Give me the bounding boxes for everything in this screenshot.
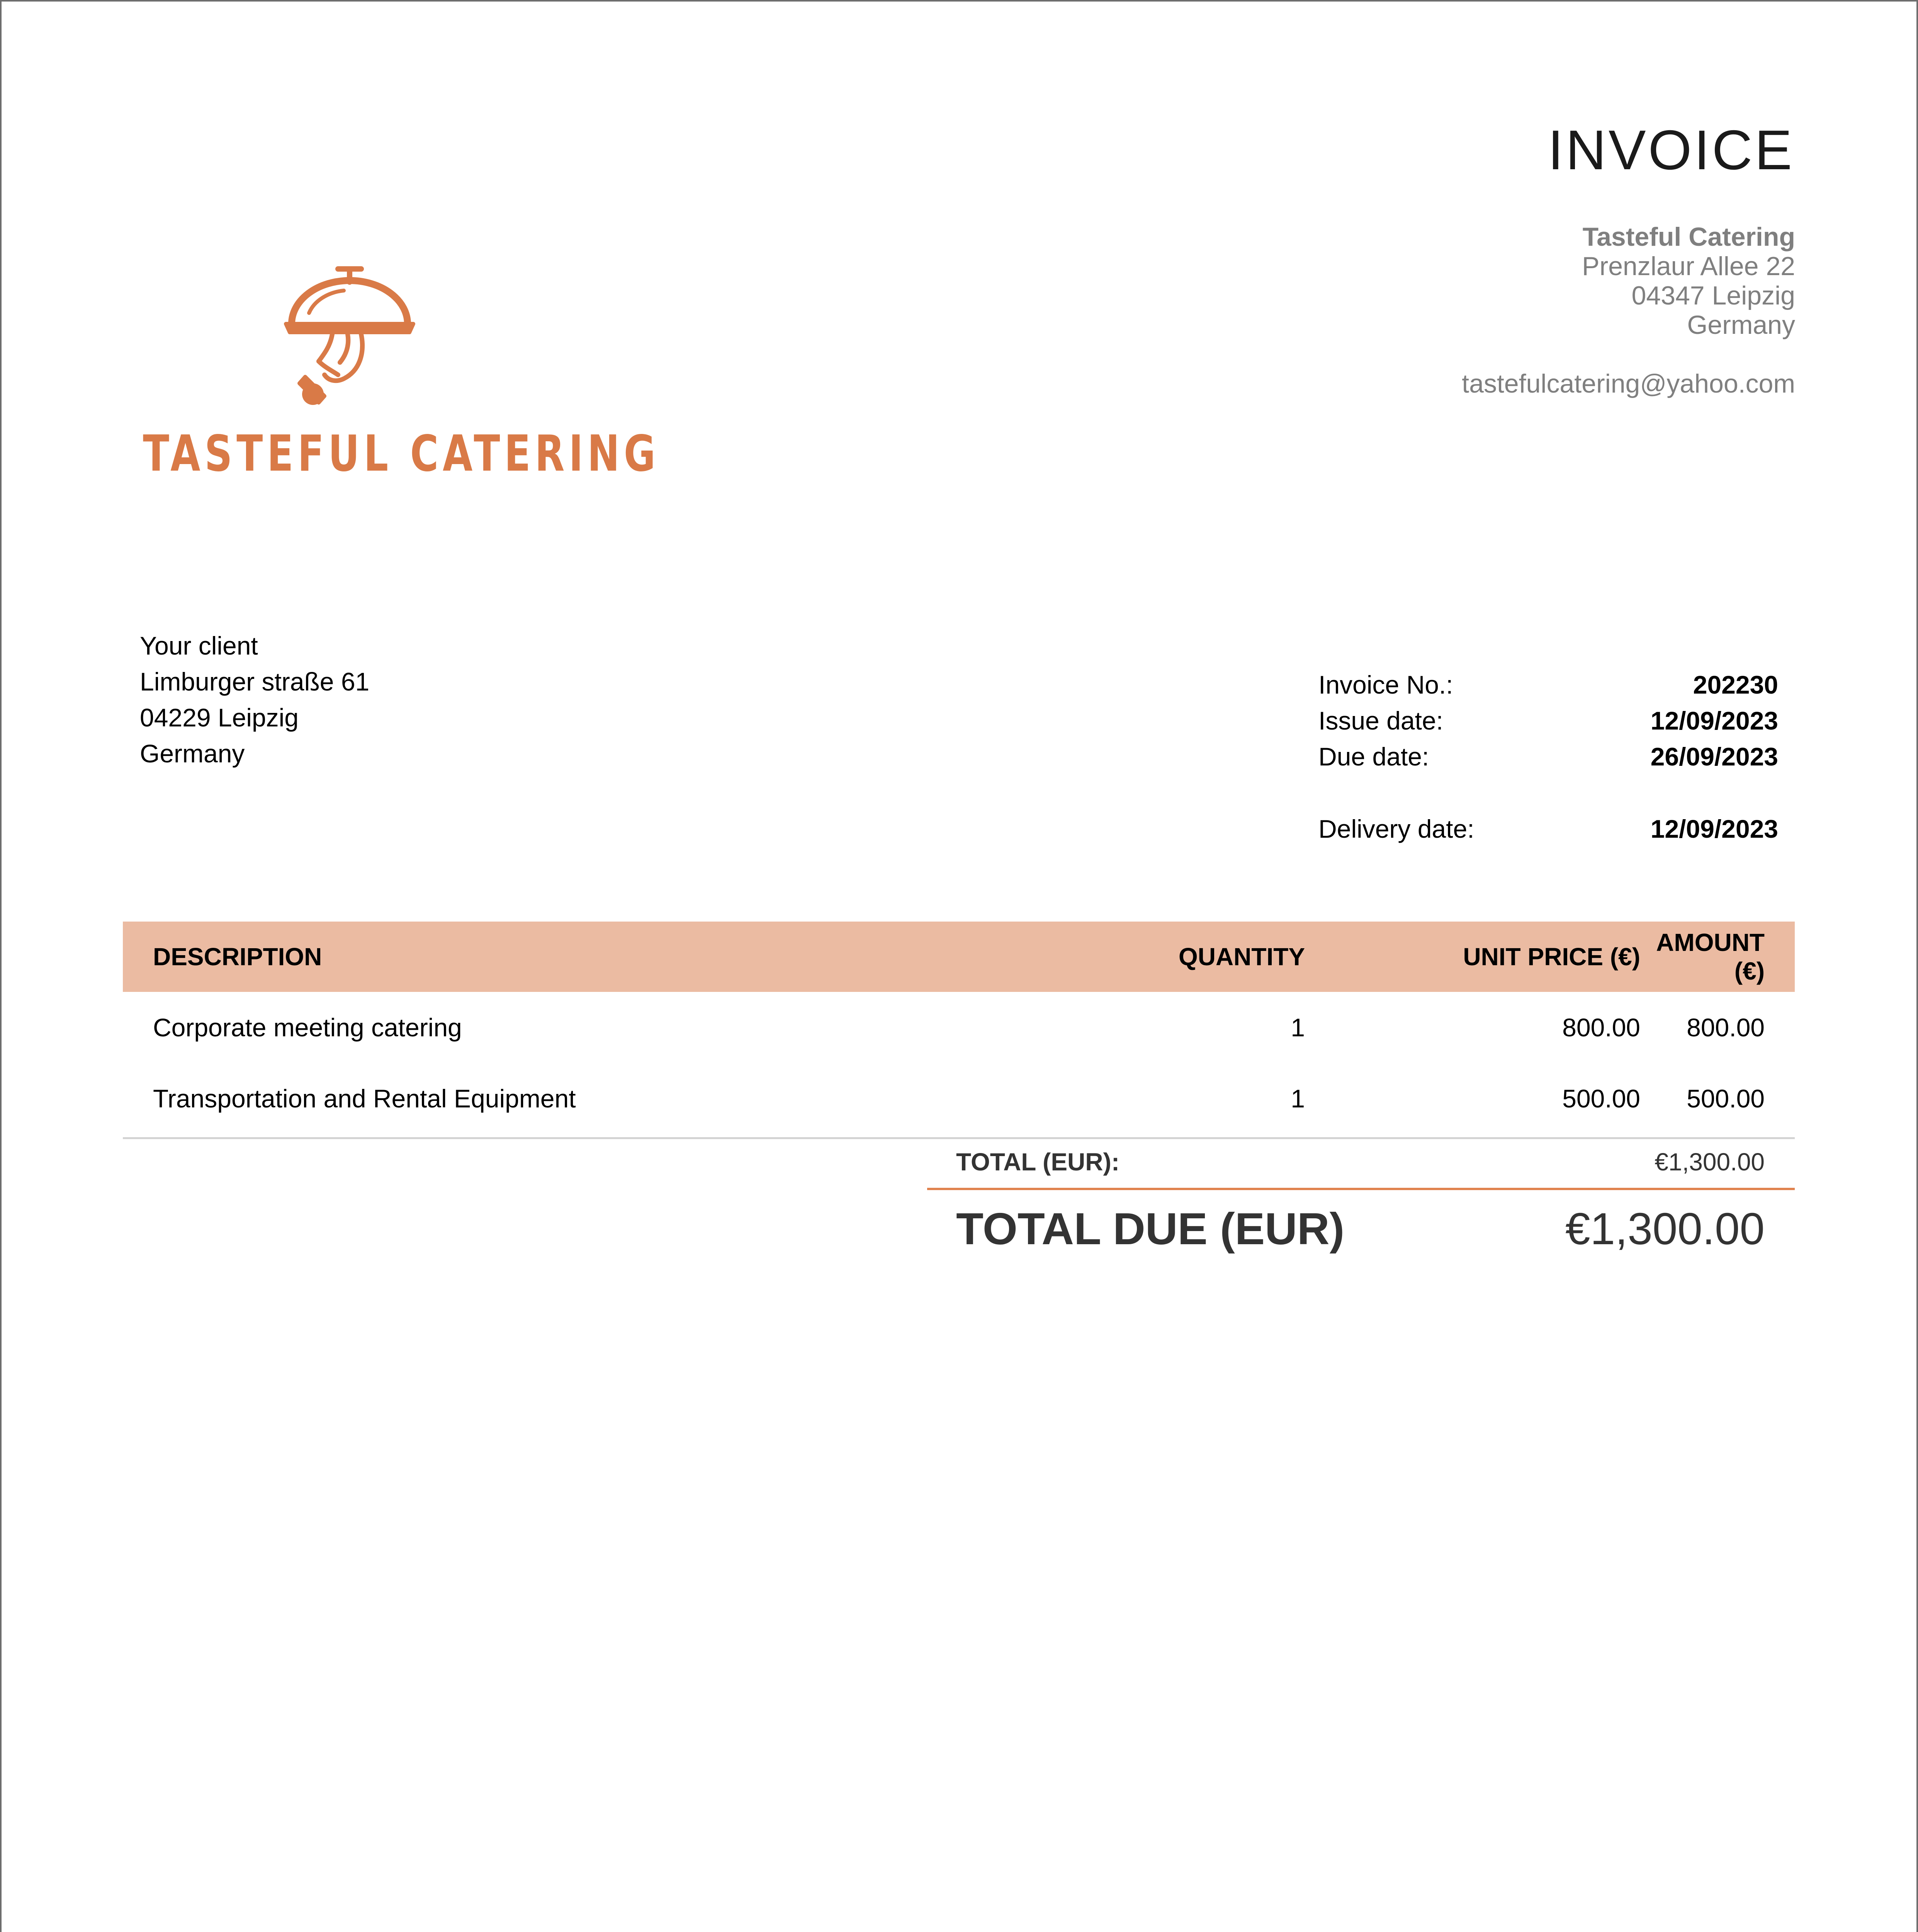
table-row (123, 992, 1795, 1063)
company-logo (143, 263, 660, 487)
meta-label: Invoice No.: (1318, 670, 1453, 699)
delivery-date: 12/09/2023 (1650, 814, 1778, 843)
row-amount: 500.00 (1687, 1084, 1765, 1113)
row-unit-price: 500.00 (1562, 1084, 1640, 1113)
table-header (123, 922, 1795, 992)
row-amount: 800.00 (1687, 1013, 1765, 1042)
header-amount: AMOUNT (€) (1656, 929, 1765, 985)
meta-label: Issue date: (1318, 706, 1443, 735)
header-description: DESCRIPTION (153, 943, 322, 971)
client-name: Your client (140, 631, 258, 660)
company-city: 04347 Leipzig (1631, 281, 1795, 310)
row-quantity: 1 (1291, 1084, 1305, 1113)
total-due-label: TOTAL DUE (EUR) (956, 1204, 1345, 1254)
meta-row-invoice-no (1318, 667, 1778, 702)
due-date: 26/09/2023 (1650, 742, 1778, 771)
company-name: Tasteful Catering (1582, 222, 1795, 252)
row-description: Corporate meeting catering (153, 1013, 462, 1042)
client-country: Germany (140, 739, 245, 768)
total-due-value: €1,300.00 (1565, 1204, 1765, 1254)
line-items-table (123, 922, 1795, 1139)
table-row (123, 1063, 1795, 1134)
row-quantity: 1 (1291, 1013, 1305, 1042)
total-row (927, 1136, 1795, 1190)
meta-label: Delivery date: (1318, 814, 1475, 843)
invoice-number: 202230 (1693, 670, 1778, 699)
company-email: tastefulcatering@yahoo.com (1462, 369, 1795, 398)
meta-row-due-date (1318, 738, 1778, 774)
row-description: Transportation and Rental Equipment (153, 1084, 576, 1113)
header-unit-price: UNIT PRICE (€) (1463, 943, 1640, 971)
row-unit-price: 800.00 (1562, 1013, 1640, 1042)
total-label: TOTAL (EUR): (956, 1148, 1120, 1176)
company-street: Prenzlaur Allee 22 (1582, 252, 1795, 281)
invoice-title: INVOICE (1548, 119, 1794, 181)
issue-date: 12/09/2023 (1650, 706, 1778, 735)
header-quantity: QUANTITY (1178, 943, 1305, 971)
meta-row-delivery-date (1318, 811, 1778, 847)
logo-wordmark: TASTEFUL CATERING (143, 425, 660, 483)
client-city: 04229 Leipzig (140, 703, 299, 732)
company-address-block (1462, 222, 1795, 398)
meta-row-issue-date (1318, 702, 1778, 738)
company-country: Germany (1687, 310, 1795, 340)
cloche-hand-icon (143, 263, 560, 417)
client-street: Limburger straße 61 (140, 667, 370, 696)
total-due-row (927, 1194, 1795, 1264)
total-value: €1,300.00 (1655, 1148, 1765, 1176)
meta-label: Due date: (1318, 742, 1429, 771)
client-address-block (140, 628, 369, 772)
invoice-meta (1318, 667, 1778, 847)
